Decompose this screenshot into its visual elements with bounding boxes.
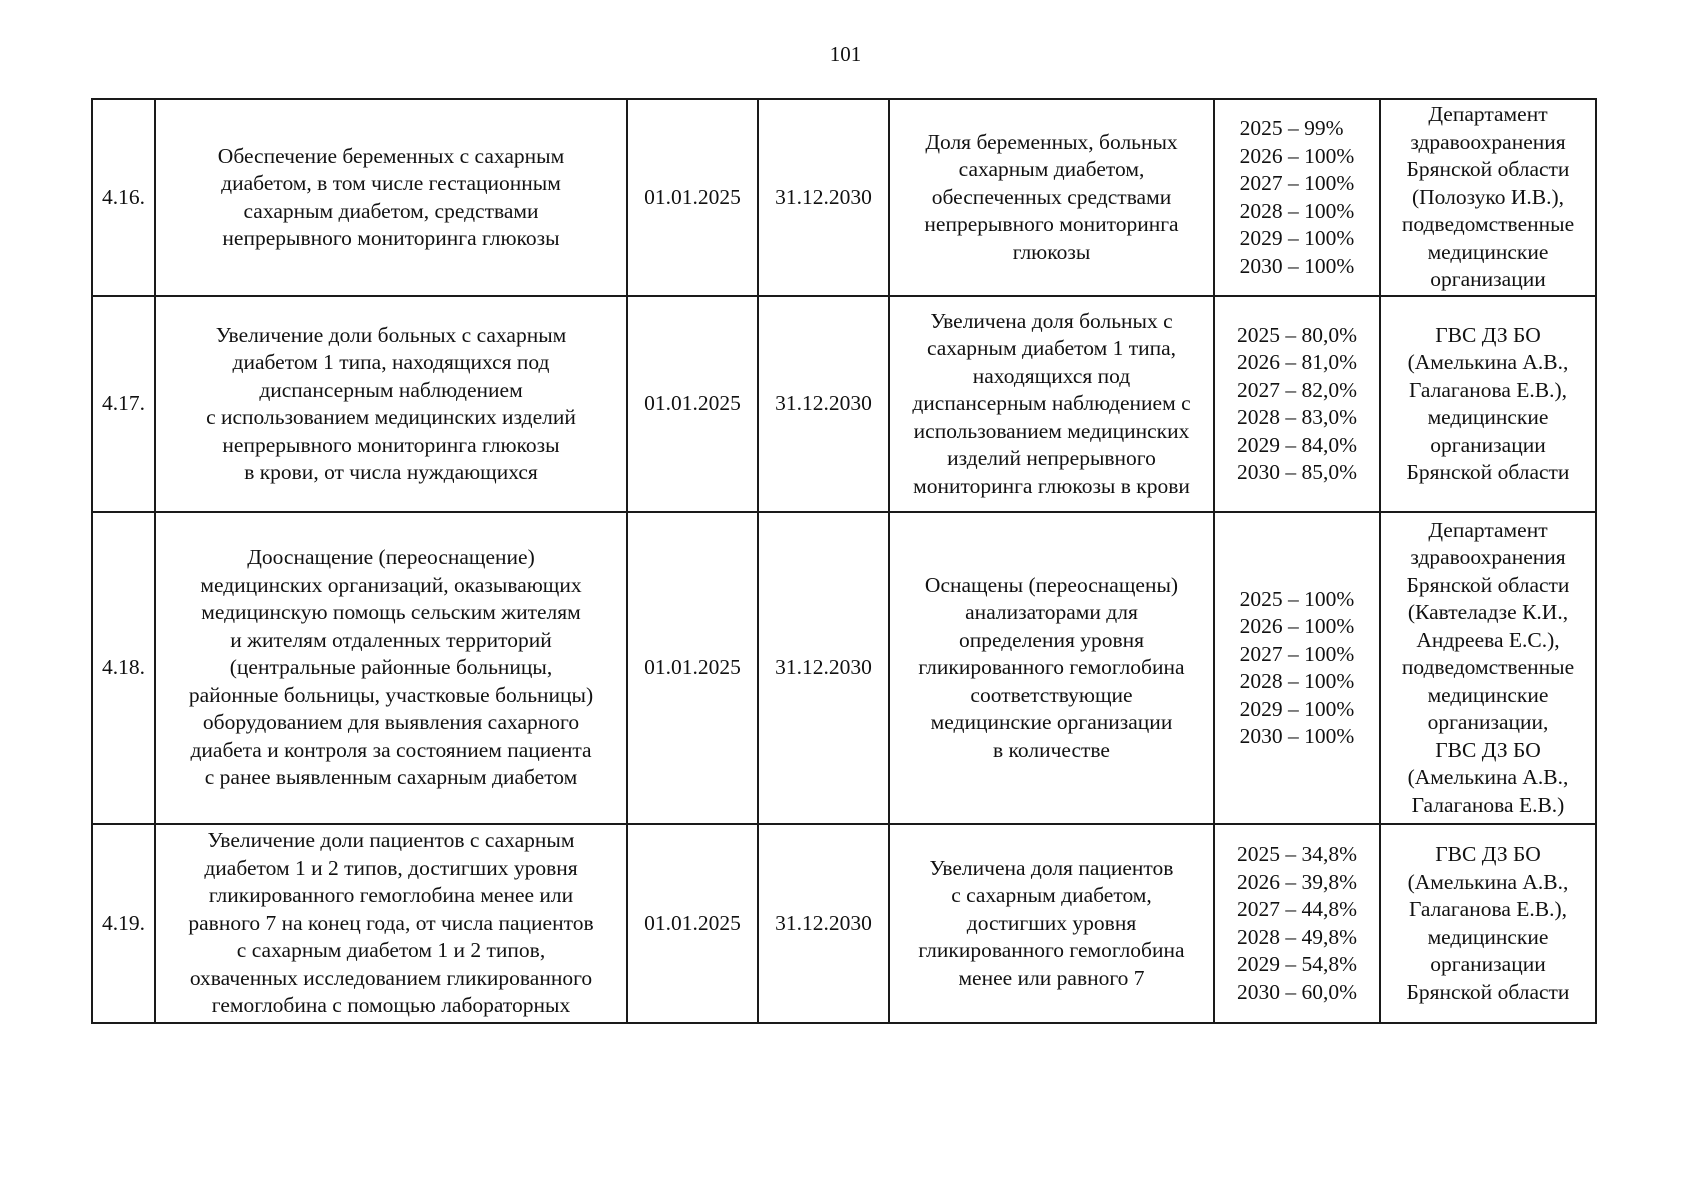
target-values-cell bbox=[1214, 824, 1380, 1023]
end-date: 31.12.2030 bbox=[758, 824, 889, 1023]
event-description: Обеспечение беременных с сахарным диабетом, в том числе гестационным сахарным диабетом, средствами непрерывного мониторинга глюкозы bbox=[155, 99, 627, 296]
table-row bbox=[92, 512, 1596, 824]
responsible-party: ГВС ДЗ БО (Амелькина А.В., Галаганова Е.В.), медицинские организации Брянской области bbox=[1380, 824, 1596, 1023]
event-description: Увеличение доли пациентов с сахарным диабетом 1 и 2 типов, достигших уровня гликированного гемоглобина менее или равного 7 на конец года, от числа пациентов с сахарным диабетом 1 и 2 типов, охваченных исследованием гликированного гемоглобина с помощью лабораторных bbox=[155, 824, 627, 1023]
start-date: 01.01.2025 bbox=[627, 824, 758, 1023]
event-description: Дооснащение (переоснащение) медицинских организаций, оказывающих медицинскую помощь сельским жителям и жителям отдаленных территорий (центральные районные больницы, районные больницы, участковые больницы) оборудованием для выявления сахарного диабета и контроля за состоянием пациента с ранее выявленным сахарным диабетом bbox=[155, 512, 627, 824]
expected-result: Увеличена доля пациентов с сахарным диабетом, достигших уровня гликированного гемоглобина менее или равного 7 bbox=[889, 824, 1214, 1023]
expected-result: Доля беременных, больных сахарным диабетом, обеспеченных средствами непрерывного мониторинга глюкозы bbox=[889, 99, 1214, 296]
end-date: 31.12.2030 bbox=[758, 296, 889, 512]
expected-result: Оснащены (переоснащены) анализаторами для определения уровня гликированного гемоглобина соответствующие медицинские организации в количестве bbox=[889, 512, 1214, 824]
end-date: 31.12.2030 bbox=[758, 99, 889, 296]
item-number: 4.19. bbox=[92, 824, 155, 1023]
responsible-party: Департамент здравоохранения Брянской области (Полозуко И.В.), подведомственные медицинские организации bbox=[1380, 99, 1596, 296]
page-number: 101 bbox=[829, 42, 862, 66]
responsible-party: Департамент здравоохранения Брянской области (Кавтеладзе К.И., Андреева Е.С.), подведомственные медицинские организации, ГВС ДЗ БО (Амелькина А.В., Галаганова Е.В.) bbox=[1380, 512, 1596, 824]
end-date: 31.12.2030 bbox=[758, 512, 889, 824]
target-values: 2025 – 34,8% 2026 – 39,8% 2027 – 44,8% 2028 – 49,8% 2029 – 54,8% 2030 – 60,0% bbox=[1236, 842, 1358, 1004]
start-date: 01.01.2025 bbox=[627, 296, 758, 512]
table-row bbox=[92, 296, 1596, 512]
item-number: 4.16. bbox=[92, 99, 155, 296]
start-date: 01.01.2025 bbox=[627, 512, 758, 824]
expected-result: Увеличена доля больных с сахарным диабетом 1 типа, находящихся под диспансерным наблюдением с использованием медицинских изделий непрерывного мониторинга глюкозы в крови bbox=[889, 296, 1214, 512]
target-values-cell bbox=[1214, 296, 1380, 512]
target-values-cell bbox=[1214, 512, 1380, 824]
item-number: 4.18. bbox=[92, 512, 155, 824]
event-description: Увеличение доли больных с сахарным диабетом 1 типа, находящихся под диспансерным наблюдением с использованием медицинских изделий непрерывного мониторинга глюкозы в крови, от числа нуждающихся bbox=[155, 296, 627, 512]
action-plan-table bbox=[91, 98, 1597, 1024]
target-values-cell bbox=[1214, 99, 1380, 296]
responsible-party: ГВС ДЗ БО (Амелькина А.В., Галаганова Е.В.), медицинские организации Брянской области bbox=[1380, 296, 1596, 512]
item-number: 4.17. bbox=[92, 296, 155, 512]
target-values: 2025 – 99% 2026 – 100% 2027 – 100% 2028 – 100% 2029 – 100% 2030 – 100% bbox=[1239, 116, 1355, 278]
table-row bbox=[92, 99, 1596, 296]
start-date: 01.01.2025 bbox=[627, 99, 758, 296]
target-values: 2025 – 80,0% 2026 – 81,0% 2027 – 82,0% 2028 – 83,0% 2029 – 84,0% 2030 – 85,0% bbox=[1236, 322, 1358, 484]
table-row bbox=[92, 824, 1596, 1023]
target-values: 2025 – 100% 2026 – 100% 2027 – 100% 2028 – 100% 2029 – 100% 2030 – 100% bbox=[1239, 586, 1355, 748]
